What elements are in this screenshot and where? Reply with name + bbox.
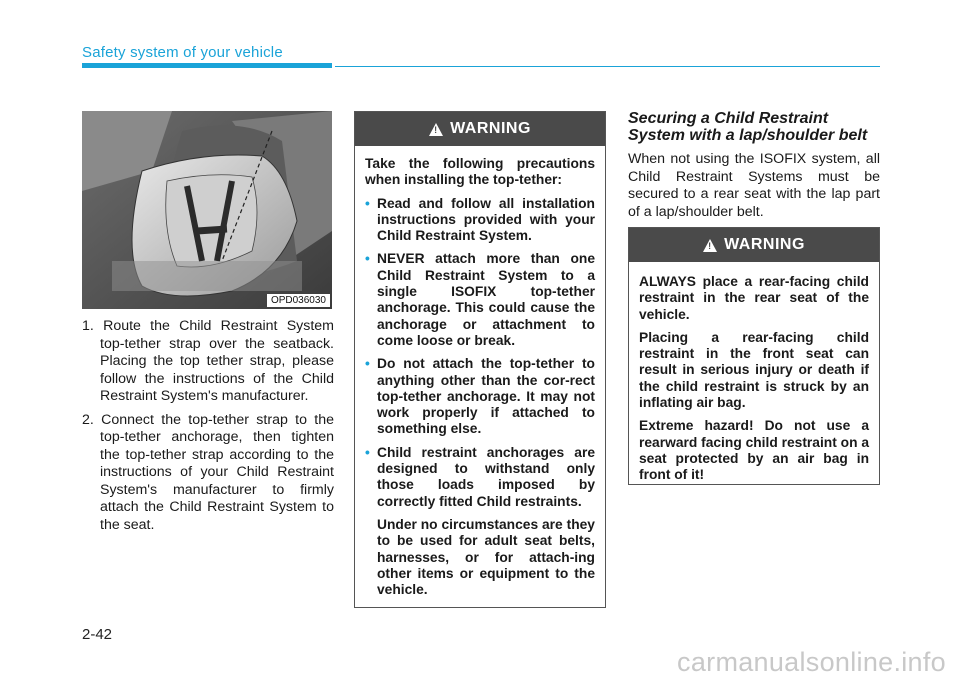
warning-box-rear-facing xyxy=(628,227,880,485)
warning-label: WARNING xyxy=(450,120,531,137)
header-rule xyxy=(335,66,880,67)
section-paragraph: When not using the ISOFIX system, all Child Restraint Systems must be secured to a rear seat with the lap part of a lap/shoulder belt. xyxy=(628,151,880,220)
warning-triangle-icon xyxy=(429,123,443,136)
installation-steps xyxy=(82,318,334,540)
section-header-title: Safety system of your vehicle xyxy=(82,44,283,61)
warning-body xyxy=(355,146,605,615)
warning-extra-note: Under no circumstances are they to be used for adult seat belts, harnesses, or for attach-ing other items or equipment to the vehicle. xyxy=(377,516,595,598)
warning-paragraph: ALWAYS place a rear-facing child restraint in the rear seat of the vehicle. xyxy=(639,274,869,322)
warning-body xyxy=(629,262,879,501)
warning-bullet: • Do not attach the top-tether to anything other than the cor-rect top-tether anchorage. It may not work properly if attached to something else. xyxy=(365,356,595,437)
warning-bullet: • Child restraint anchorages are designed to withstand only those loads imposed by correctly fitted Child restraints. xyxy=(365,445,595,510)
section-title: Securing a Child Restraint System with a lap/shoulder belt xyxy=(628,110,868,144)
figure-caption: OPD036030 xyxy=(267,294,330,307)
warning-header xyxy=(629,228,879,262)
step-2: 2. Connect the top-tether strap to the top-tether anchorage, then tighten the top-tether strap according to the instructions of your Child Restraint System's manufacturer to firmly attach the Child Restraint System to the seat. xyxy=(82,411,334,533)
warning-box-top-tether xyxy=(354,111,606,608)
warning-header xyxy=(355,112,605,146)
warning-paragraph: Extreme hazard! Do not use a rearward facing child restraint on a seat protected by an air bag in front of it! xyxy=(639,418,870,483)
watermark-text: carmanualsonline.info xyxy=(677,647,946,677)
warning-triangle-icon xyxy=(703,239,717,252)
warning-bullet: • NEVER attach more than one Child Restraint System to a single ISOFIX top-tether anchorage. This could cause the anchorage or attachment to come loose or break. xyxy=(365,251,595,349)
warning-bullet: • Read and follow all installation instructions provided with your Child Restraint System. xyxy=(365,196,595,245)
warning-paragraph: Placing a rear-facing child restraint in the front seat can result in serious injury or death if the child restraint is struck by an inflating air bag. xyxy=(639,329,869,411)
warning-label: WARNING xyxy=(724,236,805,253)
header-accent-bar xyxy=(82,63,332,68)
page-number: 2-42 xyxy=(82,626,113,643)
step-1: 1. Route the Child Restraint System top-tether strap over the seatback. Placing the top tether strap, please follow the instructions of the Child Restraint System's manufacturer. xyxy=(82,318,334,404)
child-seat-illustration xyxy=(82,111,332,309)
warning-intro: Take the following precautions when installing the top-tether: xyxy=(365,156,595,188)
